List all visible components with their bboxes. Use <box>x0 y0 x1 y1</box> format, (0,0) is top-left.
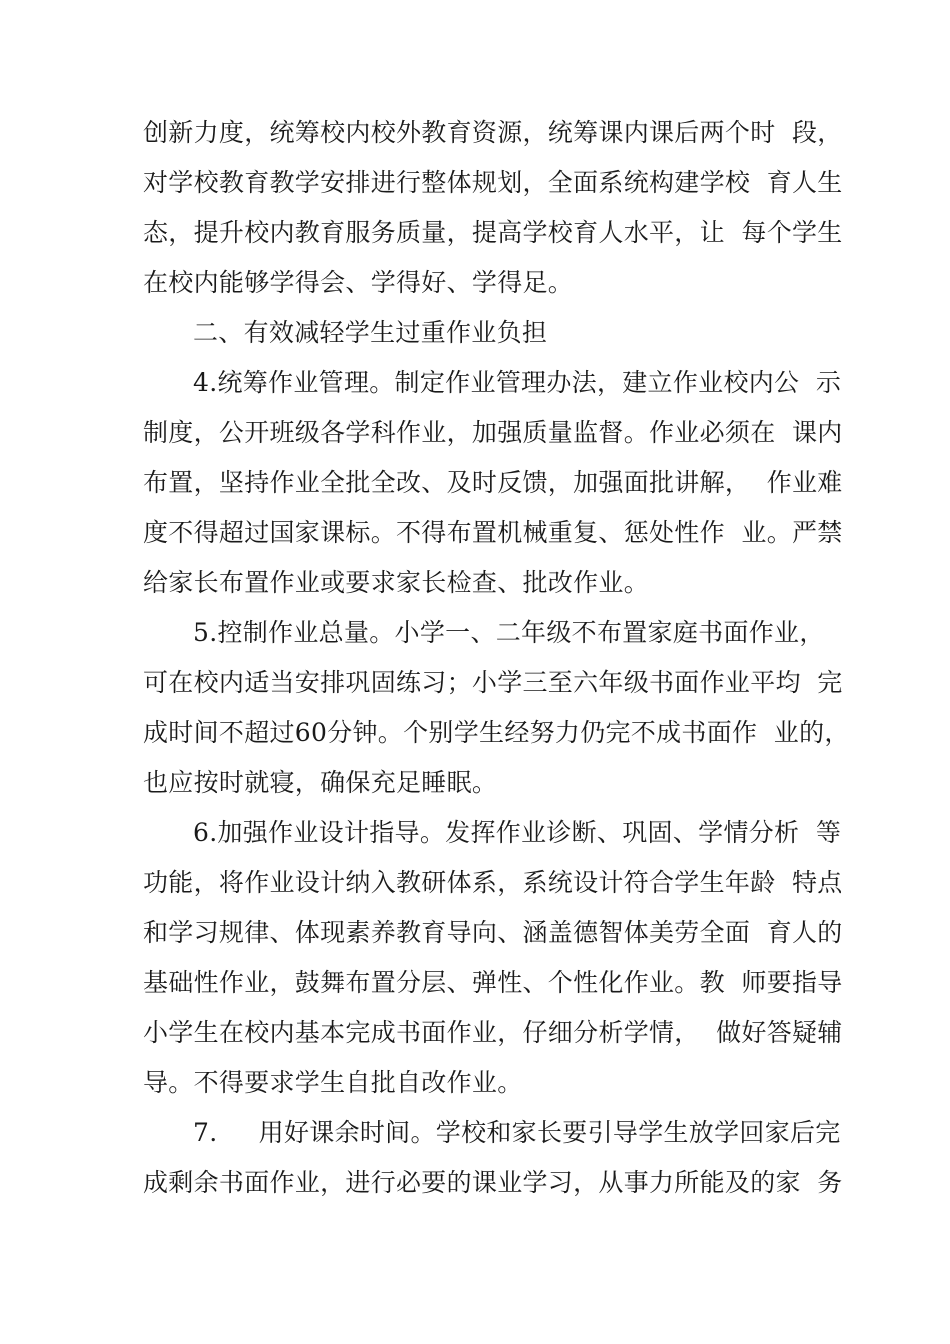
text-line: 导。不得要求学生自批自改作业。 <box>143 1068 523 1097</box>
text-line: 7. 用好课余时间。学校和家长要引导学生放学回家后完 <box>193 1118 841 1147</box>
text-line: 成时间不超过60分钟。个别学生经努力仍完不成书面作 业的， <box>143 718 850 747</box>
text-line: 创新力度，统筹校内校外教育资源，统筹课内课后两个时 段， <box>143 118 843 147</box>
text-line: 在校内能够学得会、学得好、学得足。 <box>143 268 574 297</box>
text-line: 态，提升校内教育服务质量，提高学校育人水平，让 每个学生 <box>143 218 843 247</box>
text-line: 成剩余书面作业，进行必要的课业学习，从事力所能及的家 务 <box>143 1168 843 1197</box>
text-line: 4.统筹作业管理。制定作业管理办法，建立作业校内公 示 <box>193 368 842 397</box>
text-line: 可在校内适当安排巩固练习；小学三至六年级书面作业平均 完 <box>143 668 843 697</box>
text-line: 基础性作业，鼓舞布置分层、弹性、个性化作业。教 师要指导 <box>143 968 843 997</box>
text-line: 小学生在校内基本完成书面作业，仔细分析学情， 做好答疑辅 <box>143 1018 843 1047</box>
text-line: 对学校教育教学安排进行整体规划，全面系统构建学校 育人生 <box>143 168 843 197</box>
text-line: 度不得超过国家课标。不得布置机械重复、惩处性作 业。严禁 <box>143 518 843 547</box>
text-line: 6.加强作业设计指导。发挥作业诊断、巩固、学情分析 等 <box>193 818 842 847</box>
text-line: 和学习规律、体现素养教育导向、涵盖德智体美劳全面 育人的 <box>143 918 843 947</box>
text-line: 功能，将作业设计纳入教研体系，系统设计符合学生年龄 特点 <box>143 868 843 897</box>
text-line: 布置，坚持作业全批全改、及时反馈，加强面批讲解， 作业难 <box>143 468 843 497</box>
text-line: 给家长布置作业或要求家长检查、批改作业。 <box>143 568 650 597</box>
section-heading: 二、有效减轻学生过重作业负担 <box>193 318 548 347</box>
text-line: 也应按时就寝，确保充足睡眠。 <box>143 768 498 797</box>
text-line: 5.控制作业总量。小学一、二年级不布置家庭书面作业， <box>193 618 825 647</box>
text-line: 制度，公开班级各学科作业，加强质量监督。作业必须在 课内 <box>143 418 843 447</box>
